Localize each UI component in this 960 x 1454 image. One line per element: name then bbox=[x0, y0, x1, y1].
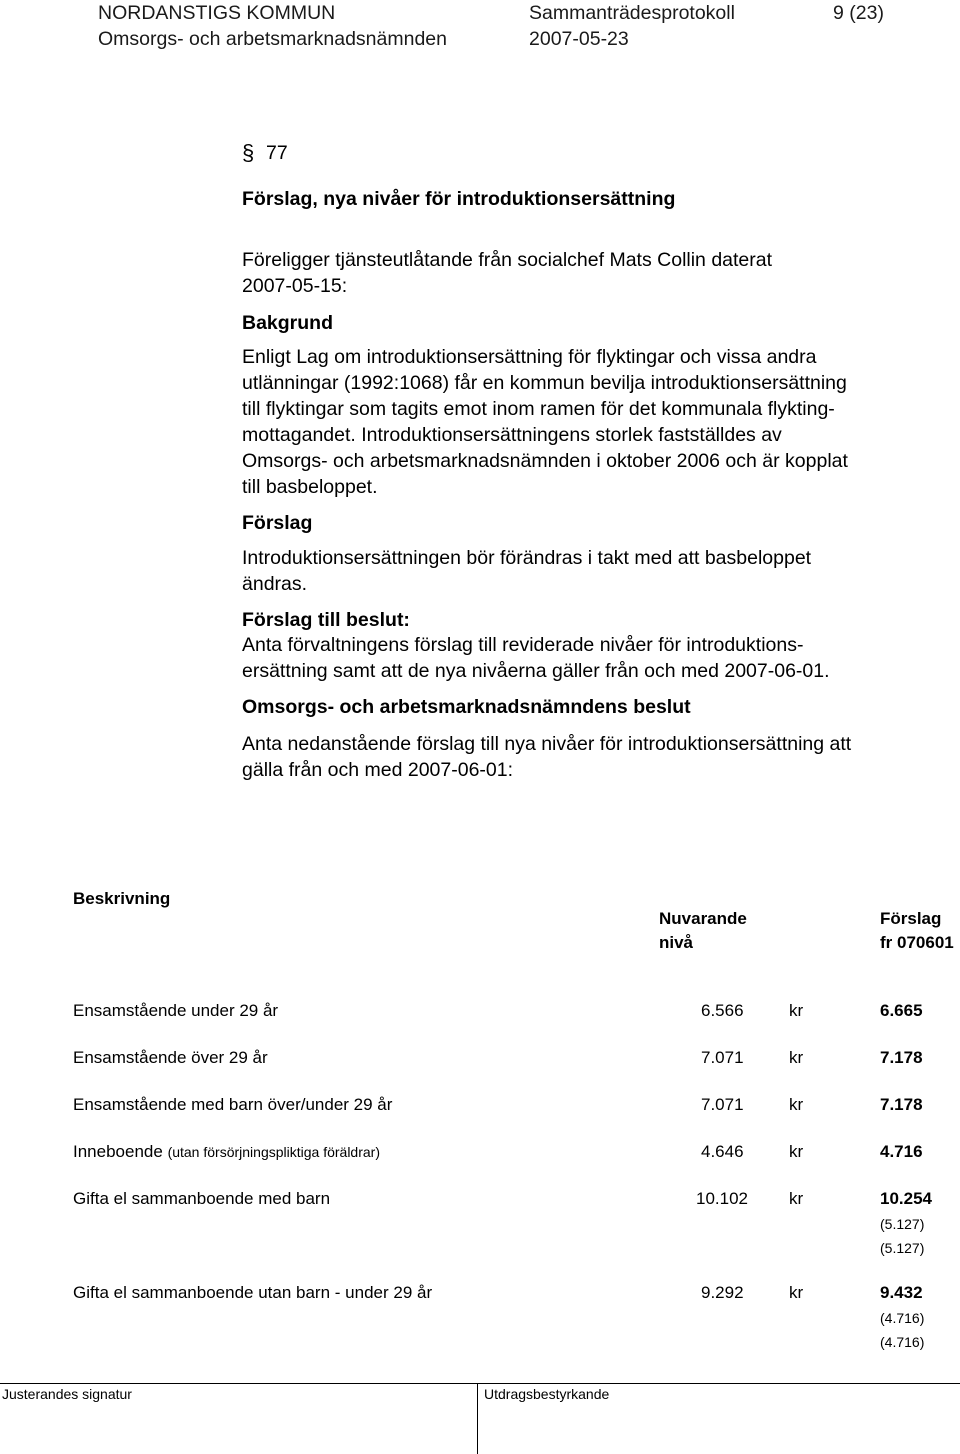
forslag-beslut-line: Anta förvaltningens förslag till reviderade nivåer för introduktions- bbox=[242, 634, 804, 656]
beslut-line: gälla från och med 2007-06-01: bbox=[242, 759, 514, 781]
beslut-line: Anta nedanstående förslag till nya nivåer för introduktionsersättning att bbox=[242, 733, 852, 755]
bakgrund-line: Enligt Lag om introduktionsersättning för flyktingar och vissa andra bbox=[242, 346, 817, 368]
row-description-note: (utan försörjningspliktiga föräldrar) bbox=[167, 1144, 380, 1160]
intro-paragraph bbox=[242, 247, 942, 299]
row-current-value: 7.071 bbox=[701, 1048, 744, 1067]
bakgrund-heading: Bakgrund bbox=[242, 312, 334, 334]
beslut-heading: Omsorgs- och arbetsmarknadsnämndens beslut bbox=[242, 696, 691, 718]
forslag-beslut-paragraph bbox=[242, 632, 942, 684]
forslag-paragraph bbox=[242, 545, 942, 597]
forslag-line: ändras. bbox=[242, 573, 308, 595]
row-proposal-value: 4.716 bbox=[880, 1142, 923, 1161]
row-current-value: 6.566 bbox=[701, 1001, 744, 1020]
bakgrund-line: utlänningar (1992:1068) får en kommun bevilja introduktionsersättning bbox=[242, 372, 847, 394]
row-proposal-value: 9.432 bbox=[880, 1283, 923, 1302]
row-proposal-note: (5.127) bbox=[880, 1216, 925, 1232]
footer-signature-label: Justerandes signatur bbox=[2, 1386, 132, 1402]
header-page: 9 (23) bbox=[833, 2, 884, 24]
row-unit: kr bbox=[789, 1001, 804, 1020]
bakgrund-line: Omsorgs- och arbetsmarknadsnämnden i oktober 2006 och är kopplat bbox=[242, 450, 848, 472]
header-committee: Omsorgs- och arbetsmarknadsnämnden bbox=[98, 28, 447, 50]
row-description: Ensamstående under 29 år bbox=[73, 1001, 279, 1020]
table-header-description: Beskrivning bbox=[73, 889, 171, 908]
forslag-beslut-line: ersättning samt att de nya nivåerna gäller från och med 2007-06-01. bbox=[242, 660, 830, 682]
row-proposal-note: (4.716) bbox=[880, 1334, 925, 1350]
row-current-value: 10.102 bbox=[696, 1189, 748, 1208]
footer-column-divider bbox=[477, 1383, 478, 1454]
row-description-main: Inneboende bbox=[73, 1142, 163, 1161]
footer-extract-label: Utdragsbestyrkande bbox=[484, 1386, 610, 1402]
forslag-beslut-heading: Förslag till beslut: bbox=[242, 609, 410, 631]
table-header-current-line2: nivå bbox=[659, 933, 694, 952]
row-proposal-value: 7.178 bbox=[880, 1048, 923, 1067]
row-description: Gifta el sammanboende med barn bbox=[73, 1189, 331, 1208]
row-unit: kr bbox=[789, 1095, 804, 1114]
row-unit: kr bbox=[789, 1189, 804, 1208]
header-date: 2007-05-23 bbox=[529, 28, 629, 50]
row-description: Ensamstående med barn över/under 29 år bbox=[73, 1095, 393, 1114]
row-proposal-value: 6.665 bbox=[880, 1001, 923, 1020]
forslag-line: Introduktionsersättningen bör förändras i takt med att basbeloppet bbox=[242, 547, 812, 569]
row-description: Ensamstående över 29 år bbox=[73, 1048, 268, 1067]
table-header-current: Nuvarande bbox=[659, 909, 747, 928]
row-unit: kr bbox=[789, 1048, 804, 1067]
bakgrund-paragraph bbox=[242, 344, 942, 500]
row-current-value: 4.646 bbox=[701, 1142, 744, 1161]
intro-line: 2007-05-15: bbox=[242, 275, 348, 297]
header-org: NORDANSTIGS KOMMUN bbox=[98, 2, 336, 24]
section-number: 77 bbox=[266, 142, 288, 164]
row-proposal-note: (5.127) bbox=[880, 1240, 925, 1256]
row-description bbox=[73, 1142, 380, 1162]
header-doc-type: Sammanträdesprotokoll bbox=[529, 2, 735, 24]
table-header-proposal-line2: fr 070601 bbox=[880, 933, 954, 952]
bakgrund-line: till flyktingar som tagits emot inom ramen för det kommunala flykting- bbox=[242, 398, 835, 420]
row-proposal-value: 7.178 bbox=[880, 1095, 923, 1114]
row-current-value: 7.071 bbox=[701, 1095, 744, 1114]
section-symbol: § bbox=[242, 140, 255, 165]
beslut-paragraph bbox=[242, 731, 942, 783]
section-title: Förslag, nya nivåer för introduktionsersättning bbox=[242, 188, 676, 210]
row-unit: kr bbox=[789, 1283, 804, 1302]
row-proposal-note: (4.716) bbox=[880, 1310, 925, 1326]
row-proposal-value: 10.254 bbox=[880, 1189, 932, 1208]
bakgrund-line: mottagandet. Introduktionsersättningens storlek fastställdes av bbox=[242, 424, 782, 446]
row-unit: kr bbox=[789, 1142, 804, 1161]
intro-line: Föreligger tjänsteutlåtande från socialchef Mats Collin daterat bbox=[242, 249, 773, 271]
row-description: Gifta el sammanboende utan barn - under 29 år bbox=[73, 1283, 433, 1302]
row-current-value: 9.292 bbox=[701, 1283, 744, 1302]
bakgrund-line: till basbeloppet. bbox=[242, 476, 378, 498]
table-header-proposal: Förslag bbox=[880, 909, 942, 928]
forslag-heading: Förslag bbox=[242, 512, 313, 534]
footer-divider bbox=[0, 1383, 960, 1384]
